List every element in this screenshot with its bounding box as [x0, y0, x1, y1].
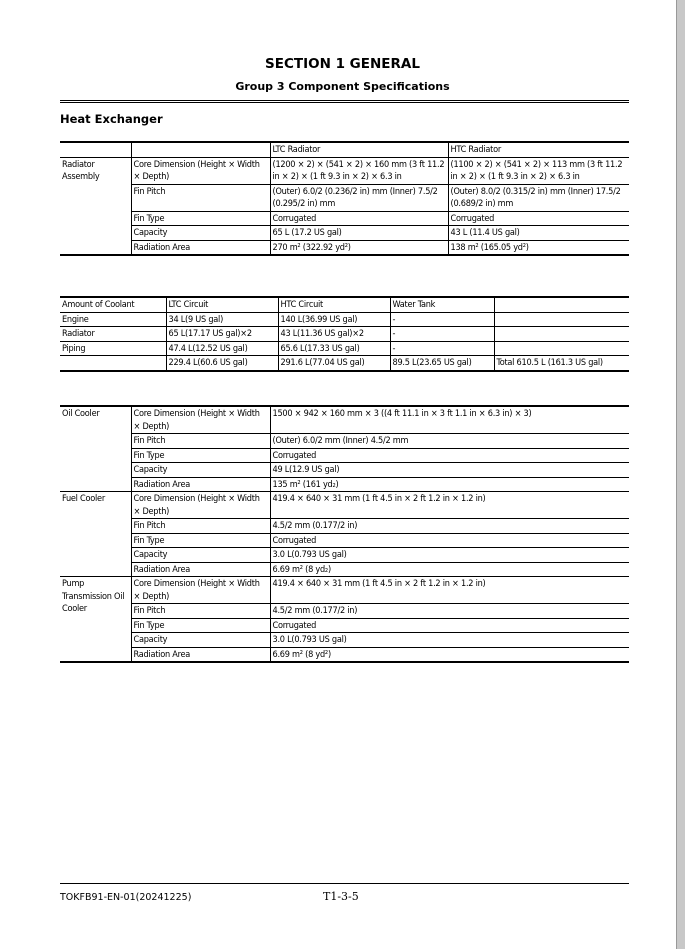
table-row-total — [60, 356, 629, 371]
header-rule-thick-1 — [60, 100, 629, 101]
row-value: 419.4 × 640 × 31 mm (1 ft 4.5 in × 2 ft 1.2 in × 1.2 in) — [270, 492, 629, 519]
row-label: Radiation Area — [131, 240, 270, 255]
total-coolant-cell: Total 610.5 L (161.3 US gal) — [494, 356, 629, 371]
ltc-value: 270 m² (322.92 yd²) — [270, 240, 448, 255]
row-value: 6.69 m² (8 yd²) — [270, 647, 629, 662]
oil-cooler-label: Oil Cooler — [60, 406, 131, 492]
htc-value: 138 m² (165.05 yd²) — [448, 240, 629, 255]
cell: 47.4 L(12.52 US gal) — [166, 341, 278, 356]
row-label: Fin Type — [131, 533, 270, 548]
table-row — [60, 341, 629, 356]
row-label: Capacity — [131, 548, 270, 563]
table-row — [60, 327, 629, 342]
ltc-radiator-header: LTC Radiator — [270, 142, 448, 157]
table-row — [60, 633, 629, 648]
row-label: Fin Type — [131, 448, 270, 463]
table-row — [60, 463, 629, 478]
cell: - — [390, 341, 494, 356]
htc-circuit-header: HTC Circuit — [278, 297, 390, 312]
table-row — [60, 312, 629, 327]
row-value: 135 m² (161 yd₂) — [270, 477, 629, 492]
table-row — [60, 434, 629, 449]
table-row — [60, 240, 629, 255]
cell: Engine — [60, 312, 166, 327]
table-row — [60, 406, 629, 434]
row-value: 3.0 L(0.793 US gal) — [270, 633, 629, 648]
row-value: (Outer) 6.0/2 mm (Inner) 4.5/2 mm — [270, 434, 629, 449]
row-value: 4.5/2 mm (0.177/2 in) — [270, 519, 629, 534]
row-label: Fin Pitch — [131, 519, 270, 534]
table-row — [60, 577, 629, 604]
row-label: Capacity — [131, 463, 270, 478]
cooler-spec-table — [60, 405, 629, 663]
row-label: Core Dimension (Height × Width × Depth) — [131, 492, 270, 519]
ltc-value: (1200 × 2) × (541 × 2) × 160 mm (3 ft 11.2 in × 2) × (1 ft 9.3 in × 2) × 6.3 in — [270, 157, 448, 184]
amount-of-coolant-header: Amount of Coolant — [60, 297, 166, 312]
ltc-value: Corrugated — [270, 211, 448, 226]
row-label: Fin Pitch — [131, 604, 270, 619]
table-row — [60, 519, 629, 534]
heat-exchanger-heading: Heat Exchanger — [60, 112, 163, 126]
radiator-assembly-label: Radiator Assembly — [60, 157, 131, 255]
htc-value: (Outer) 8.0/2 (0.315/2 in) mm (Inner) 17.5/2 (0.689/2 in) mm — [448, 184, 629, 211]
row-label: Radiation Area — [131, 647, 270, 662]
table-header-row — [60, 142, 629, 157]
group-title: Group 3 Component Specifications — [235, 80, 450, 93]
ltc-circuit-header: LTC Circuit — [166, 297, 278, 312]
row-label: Fin Pitch — [131, 434, 270, 449]
cell: 140 L(36.99 US gal) — [278, 312, 390, 327]
row-label: Fin Pitch — [131, 184, 270, 211]
table-row — [60, 618, 629, 633]
ltc-value: 65 L (17.2 US gal) — [270, 226, 448, 241]
fuel-cooler-label: Fuel Cooler — [60, 492, 131, 577]
table-row — [60, 562, 629, 577]
ltc-value: (Outer) 6.0/2 (0.236/2 in) mm (Inner) 7.5/2 (0.295/2 in) mm — [270, 184, 448, 211]
row-value: Corrugated — [270, 533, 629, 548]
row-label: Capacity — [131, 226, 270, 241]
table-row — [60, 157, 629, 184]
row-value: 49 L(12.9 US gal) — [270, 463, 629, 478]
row-label: Capacity — [131, 633, 270, 648]
row-value: 3.0 L(0.793 US gal) — [270, 548, 629, 563]
row-value: 419.4 × 640 × 31 mm (1 ft 4.5 in × 2 ft 1.2 in × 1.2 in) — [270, 577, 629, 604]
table-row — [60, 548, 629, 563]
htc-value: Corrugated — [448, 211, 629, 226]
cell: 43 L(11.36 US gal)×2 — [278, 327, 390, 342]
table-row — [60, 211, 629, 226]
htc-radiator-header: HTC Radiator — [448, 142, 629, 157]
cell — [494, 312, 629, 327]
row-label: Fin Type — [131, 211, 270, 226]
row-value: 6.69 m² (8 yd₂) — [270, 562, 629, 577]
row-value: 4.5/2 mm (0.177/2 in) — [270, 604, 629, 619]
cell: - — [390, 312, 494, 327]
cell — [494, 341, 629, 356]
cell: 34 L(9 US gal) — [166, 312, 278, 327]
row-label: Core Dimension (Height × Width × Depth) — [131, 577, 270, 604]
table-row — [60, 226, 629, 241]
cell: 291.6 L(77.04 US gal) — [278, 356, 390, 371]
table-row — [60, 448, 629, 463]
cell — [494, 327, 629, 342]
cell: 89.5 L(23.65 US gal) — [390, 356, 494, 371]
table-row — [60, 533, 629, 548]
table-row — [60, 477, 629, 492]
document-code: TOKFB91-EN-01(20241225) — [60, 892, 192, 903]
table-row — [60, 184, 629, 211]
cell: Radiator — [60, 327, 166, 342]
htc-value: 43 L (11.4 US gal) — [448, 226, 629, 241]
section-title: SECTION 1 GENERAL — [265, 56, 420, 72]
cell: 65 L(17.17 US gal)×2 — [166, 327, 278, 342]
row-label: Radiation Area — [131, 562, 270, 577]
cell — [60, 356, 166, 371]
table-row — [60, 492, 629, 519]
row-label: Fin Type — [131, 618, 270, 633]
row-label: Core Dimension (Height × Width × Depth) — [131, 157, 270, 184]
row-label: Core Dimension (Height × Width × Depth) — [131, 406, 270, 434]
row-value: Corrugated — [270, 618, 629, 633]
table-row — [60, 604, 629, 619]
header-rule-thick-2 — [60, 102, 629, 103]
water-tank-header: Water Tank — [390, 297, 494, 312]
cell: Piping — [60, 341, 166, 356]
htc-value: (1100 × 2) × (541 × 2) × 113 mm (3 ft 11.2 in × 2) × (1 ft 9.3 in × 2) × 6.3 in — [448, 157, 629, 184]
footer-rule — [60, 883, 629, 884]
table-header-row — [60, 297, 629, 312]
cell: - — [390, 327, 494, 342]
page-number: T1-3-5 — [323, 890, 359, 903]
row-value: Corrugated — [270, 448, 629, 463]
row-label: Radiation Area — [131, 477, 270, 492]
table-row — [60, 647, 629, 662]
coolant-amount-table — [60, 296, 629, 372]
radiator-spec-table — [60, 141, 629, 256]
row-value: 1500 × 942 × 160 mm × 3 ((4 ft 11.1 in × 3 ft 1.1 in × 6.3 in) × 3) — [270, 406, 629, 434]
cell: 229.4 L(60.6 US gal) — [166, 356, 278, 371]
pump-transmission-oil-cooler-label: Pump Transmission Oil Cooler — [60, 577, 131, 663]
cell: 65.6 L(17.33 US gal) — [278, 341, 390, 356]
